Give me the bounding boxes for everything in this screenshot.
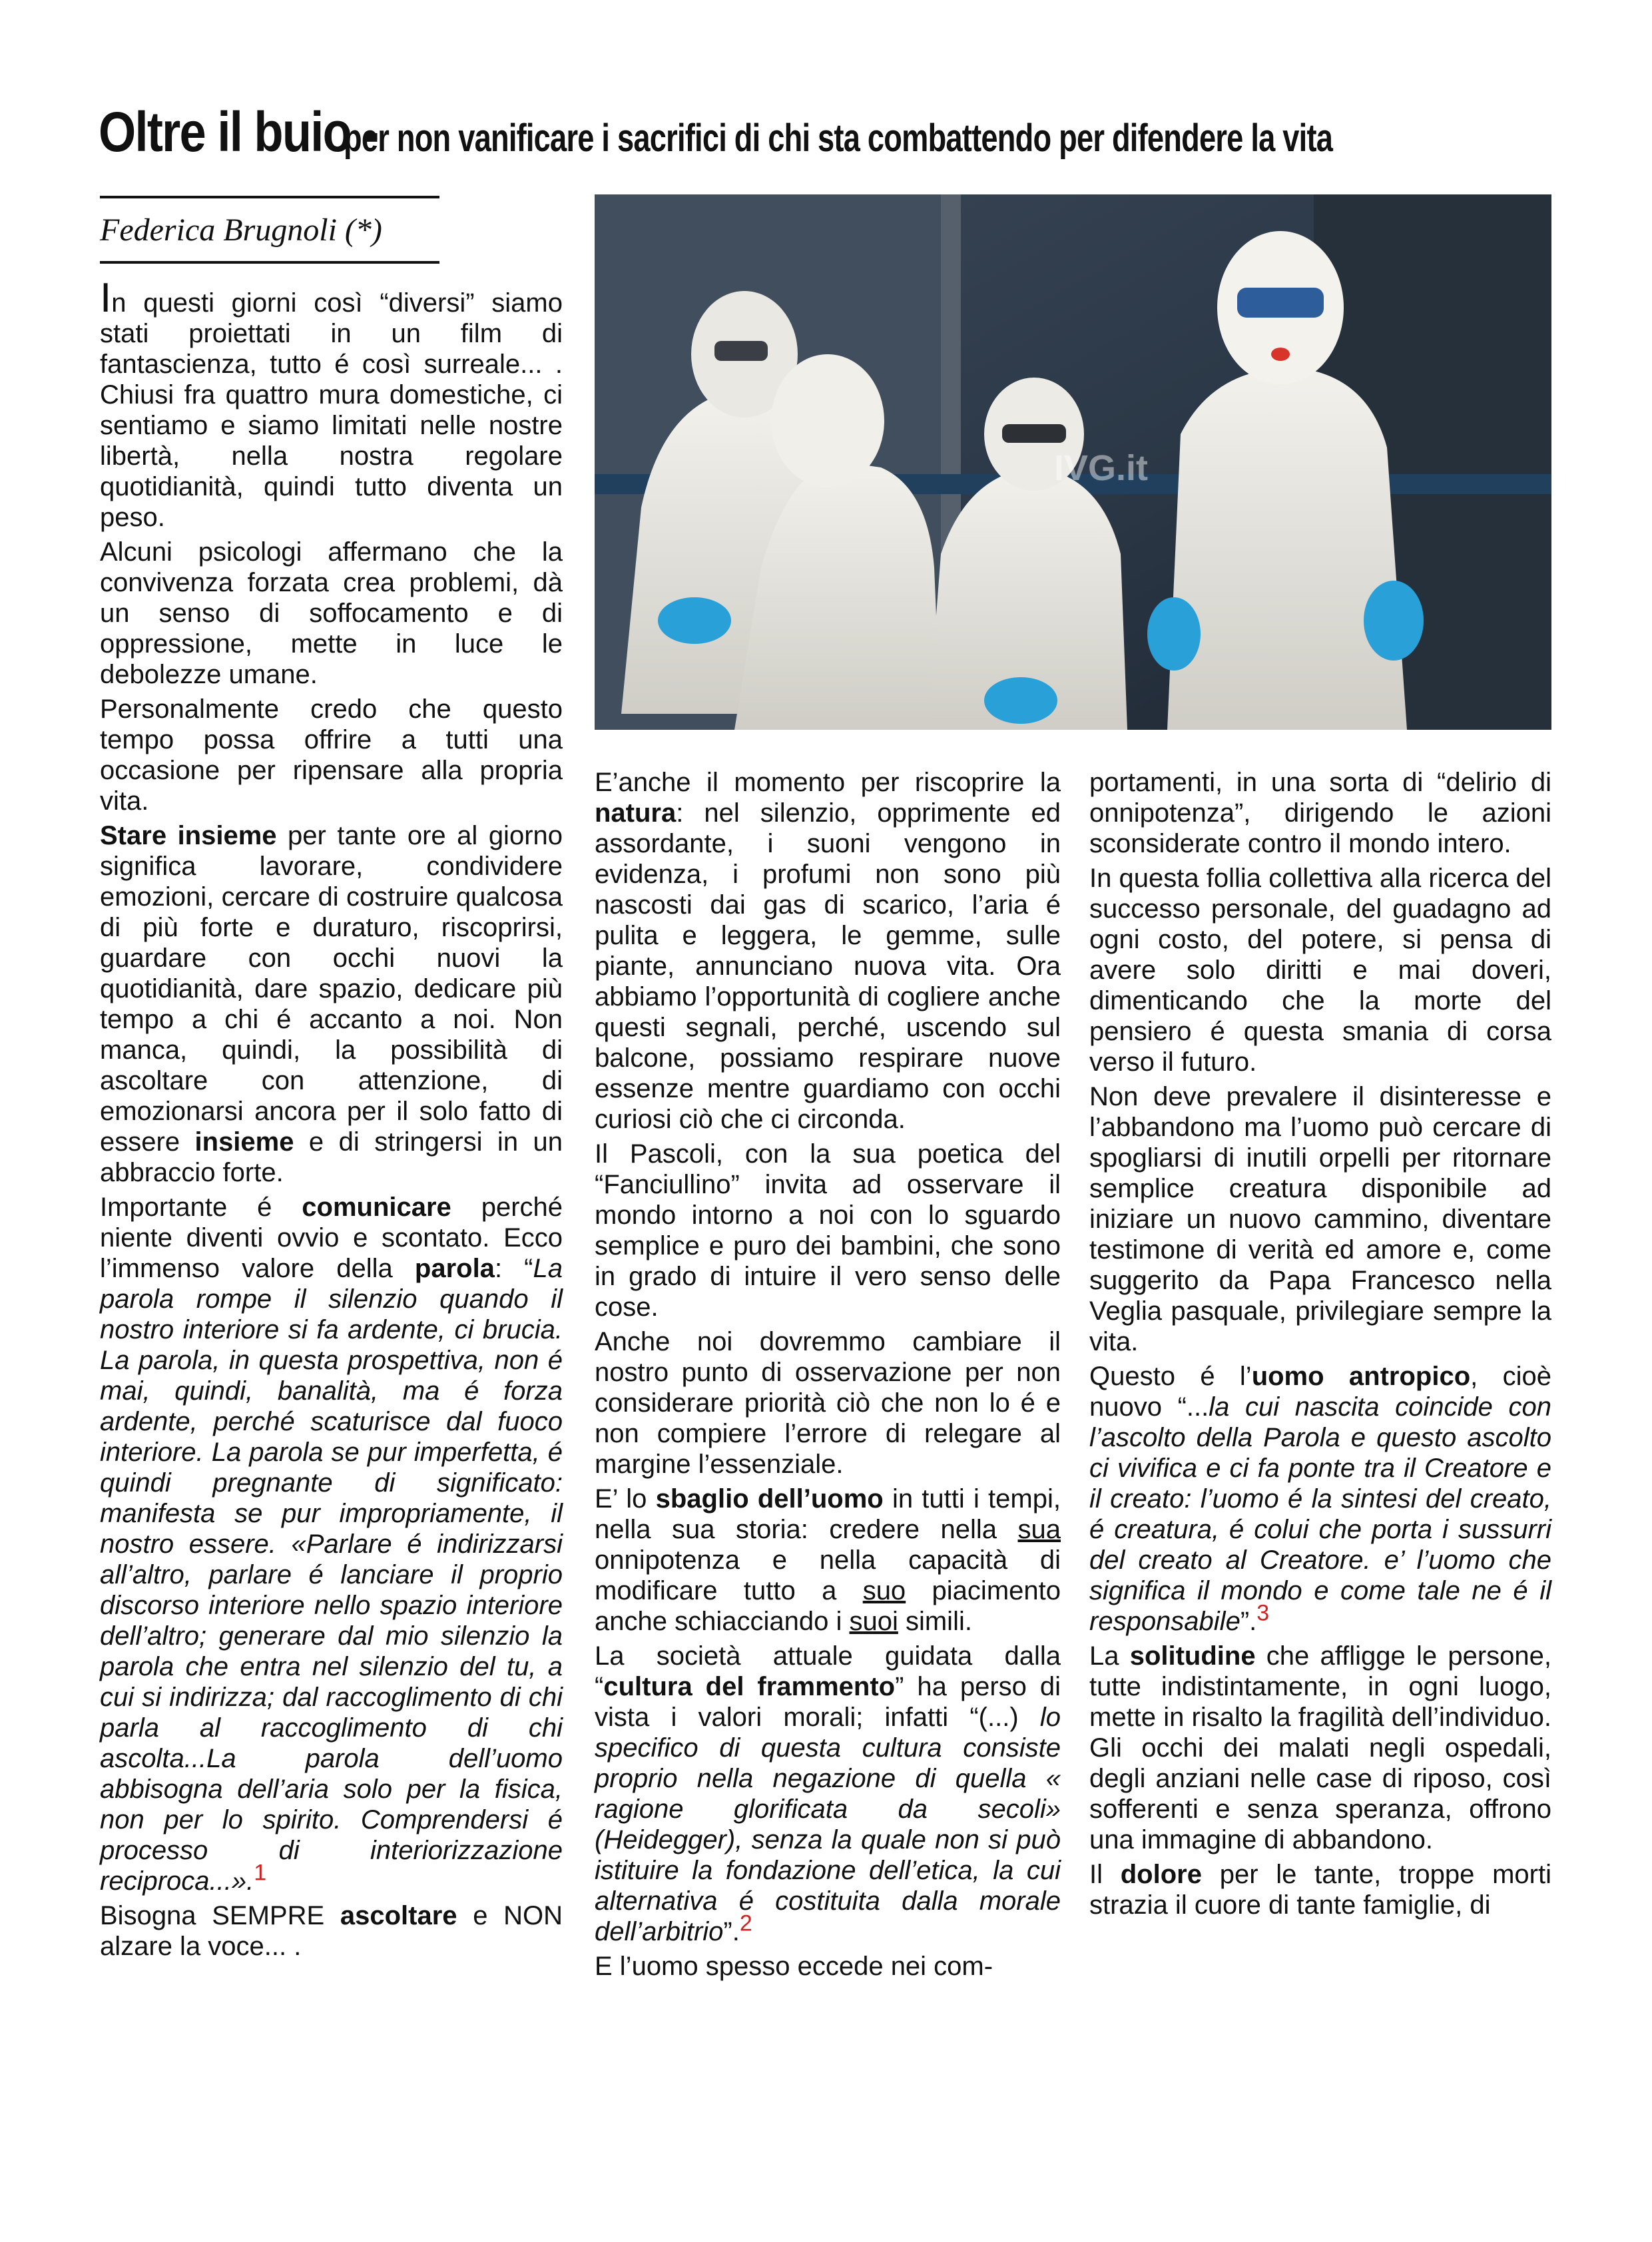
text: Bisogna SEMPRE <box>100 1901 340 1930</box>
drop-cap: I <box>100 275 112 321</box>
author-rule-bottom <box>100 261 439 264</box>
quote-text: La parola rompe il silenzio quando il nostro interiore si fa ardente, ci brucia. La parola, in questa prospettiva, non é mai, quindi, banalità, ma é forza ardente, perché scaturisce dal fuoco interiore. La parola se pur imperfetta, é quindi pregnante di significato: manifesta se pur impropriamente, il nostro essere. «Parlare é indirizzarsi all’altro, parlare é lanciare il proprio discorso interiore nello spazio interiore dell’altro; generare dal mio silenzio la parola che entra nel silenzio del tu, a cui si indirizza; dal raccoglimento di chi parla al raccoglimento di chi ascolta...La parola dell’uomo abbisogna dell’aria solo per la fisica, non per lo spirito. Comprendersi é processo di interiorizzazione reciproca...». <box>100 1254 563 1896</box>
text: E’anche il momento per riscoprire la <box>595 768 1061 797</box>
column-3 <box>1089 767 1551 1924</box>
bold-text: dolore <box>1120 1860 1202 1889</box>
paragraph <box>595 1484 1061 1637</box>
paragraph <box>100 275 563 533</box>
text: in tutti i tempi, nella sua storia: credere nella <box>595 1484 1061 1544</box>
paragraph <box>100 1192 563 1896</box>
paragraph: In questa follia collettiva alla ricerca del successo personale, del guadagno ad ogni costo, del potere, si pensa di avere solo diritti e mai doveri, dimenticando che la morte del pensiero é questa smania di corsa verso il futuro. <box>1089 864 1551 1077</box>
paragraph: E l’uomo spesso eccede nei com- <box>595 1952 993 1981</box>
paragraph: Anche noi dovremmo cambiare il nostro punto di osservazione per non considerare priorità ciò che non lo é e non compiere l’errore di relegare al margine l’essenziale. <box>595 1327 1061 1479</box>
bold-text: uomo antropico <box>1251 1362 1471 1391</box>
paragraph <box>1089 1641 1551 1855</box>
text: simili. <box>898 1607 972 1636</box>
text: La società attuale guidata dalla “ <box>595 1641 1061 1701</box>
column-2 <box>595 767 1061 1986</box>
underlined-text: sua <box>1017 1515 1061 1544</box>
text: onnipotenza e nella capacità di modificare tutto a <box>595 1545 1061 1605</box>
author-byline: Federica Brugnoli (*) <box>100 212 382 248</box>
text: La <box>1089 1641 1130 1671</box>
paragraph: Il Pascoli, con la sua poetica del “Fanciullino” invita ad osservare il mondo intorno a noi con lo sguardo semplice e puro dei bambini, che sono in grado di intuire il vero senso delle cose. <box>595 1139 1061 1322</box>
paragraph: Non deve prevalere il disinteresse e l’abbandono ma l’uomo può cercare di spogliarsi di inutili orpelli per ritornare semplice creatura disponibile ad iniziare un nuovo cammino, diventare testimone di verità ed amore e, come suggerito da Papa Francesco nella Veglia pasquale, privilegiare sempre la vita. <box>1089 1082 1551 1356</box>
paragraph <box>100 1900 563 1962</box>
text: e di stringersi in un abbraccio forte. <box>100 1127 563 1187</box>
paragraph <box>595 767 1061 1135</box>
text: n questi giorni così “diversi” siamo stati proiettati in un film di fantascienza, tutto é così surreale... . Chiusi fra quattro mura domestiche, ci sentiamo e siamo limitati nelle nostre libertà, nella nostra regolare quotidianità, quindi tutto diventa un peso. <box>100 288 563 532</box>
bold-text: ascoltare <box>340 1901 457 1930</box>
bold-text: solitudine <box>1129 1641 1256 1671</box>
footnote-mark: 3 <box>1256 1600 1270 1626</box>
text: : nel silenzio, opprimente ed assordante, i suoni vengono in evidenza, i profumi non sono più nascosti dai gas di scarico, l’aria é pulita e leggera, le gemme, sulle piante, annunciano nuova vita. Ora abbiamo l’opportunità di cogliere anche questi segnali, perché, uscendo sul balcone, possiamo respirare nuove essenze mentre guardiamo con occhi curiosi ciò che ci circonda. <box>595 798 1061 1134</box>
column-1 <box>100 275 563 1966</box>
text: piacimento anche schiacciando i <box>595 1576 1061 1636</box>
underlined-text: suoi <box>849 1607 898 1636</box>
quote-text: lo specifico di questa cultura consiste proprio nella negazione di quella « ragione glorificata da secoli» (Heidegger), senza la quale non si può istituire la fondazione dell’etica, la cui alternativa é costituita dalla morale dell’arbitrio <box>595 1703 1061 1946</box>
text: ” ha perso di vista i valori morali; infatti “(...) <box>595 1672 1061 1732</box>
text: Questo é l’ <box>1089 1362 1252 1391</box>
footnote-mark: 2 <box>739 1910 752 1936</box>
paragraph: portamenti, in una sorta di “delirio di onnipotenza”, dirigendo le azioni sconsiderate contro il mondo intero. <box>1089 768 1551 858</box>
paragraph <box>1089 1859 1551 1920</box>
underlined-text: suo <box>862 1576 906 1605</box>
paragraph <box>595 1641 1061 1947</box>
paragraph: Personalmente credo che questo tempo possa offrire a tutti una occasione per ripensare alla propria vita. <box>100 695 563 816</box>
text: Il <box>1089 1860 1121 1889</box>
bold-text: sbaglio dell’uomo <box>655 1484 884 1514</box>
text: perché niente diventi ovvio e scontato. Ecco l’immenso valore della <box>100 1193 563 1283</box>
paragraph <box>100 820 563 1188</box>
footnote-mark: 1 <box>254 1860 267 1886</box>
bold-text: insieme <box>194 1127 294 1157</box>
text: e NON alzare la voce... . <box>100 1901 563 1961</box>
text: , cioè nuovo “... <box>1089 1362 1551 1422</box>
paragraph <box>1089 1361 1551 1637</box>
bold-text: parola <box>414 1254 495 1283</box>
text: ”. <box>723 1917 740 1946</box>
paragraph: Alcuni psicologi affermano che la convivenza forzata crea problemi, dà un senso di soffocamento e di oppressione, mette in luce le debolezze umane. <box>100 537 563 689</box>
text: Importante é <box>100 1193 302 1222</box>
headline: Oltre il buio - <box>99 101 378 163</box>
text: per le tante, troppe morti strazia il cuore di tante famiglie, di <box>1089 1860 1551 1920</box>
bold-text: natura <box>595 798 677 828</box>
bold-text: cultura del frammento <box>603 1672 896 1701</box>
photo-watermark: IVG.it <box>1054 448 1149 488</box>
quote-text: la cui nascita coincide con l’ascolto della Parola e questo ascolto ci vivifica e ci fa ponte tra il Creatore e il creato: l’uomo é la sintesi del creato, é creatura, é colui che porta i sussurri del creato al Creatore. e’ l’uomo che significa il mondo e come tale ne é il responsabile <box>1089 1392 1551 1636</box>
article-title <box>99 100 1563 164</box>
text: ”. <box>1240 1607 1257 1636</box>
text: E’ lo <box>595 1484 656 1514</box>
bold-text: Stare insieme <box>100 821 277 850</box>
bold-text: comunicare <box>302 1193 451 1222</box>
subheadline: per non vanificare i sacrifici di chi sta combattendo per difendere la vita <box>344 117 1333 160</box>
text: per tante ore al giorno significa lavorare, condividere emozioni, cercare di costruire qualcosa di più forte e duraturo, riscoprirsi, guardare con occhi nuovi la quotidianità, dare spazio, dedicare più tempo a chi é accanto a noi. Non manca, quindi, la possibilità di ascoltare con attenzione, di emozionarsi ancora per il solo fatto di essere <box>100 821 563 1157</box>
text: : “ <box>494 1254 533 1283</box>
author-rule-top <box>100 196 439 198</box>
text: che affligge le persone, tutte indistintamente, in ogni luogo, mette in risalto la fragilità dell’individuo. Gli occhi dei malati negli ospedali, degli anziani nelle case di riposo, così sofferenti e senza speranza, offrono una immagine di abbandono. <box>1089 1641 1551 1854</box>
article-photo <box>595 194 1551 730</box>
